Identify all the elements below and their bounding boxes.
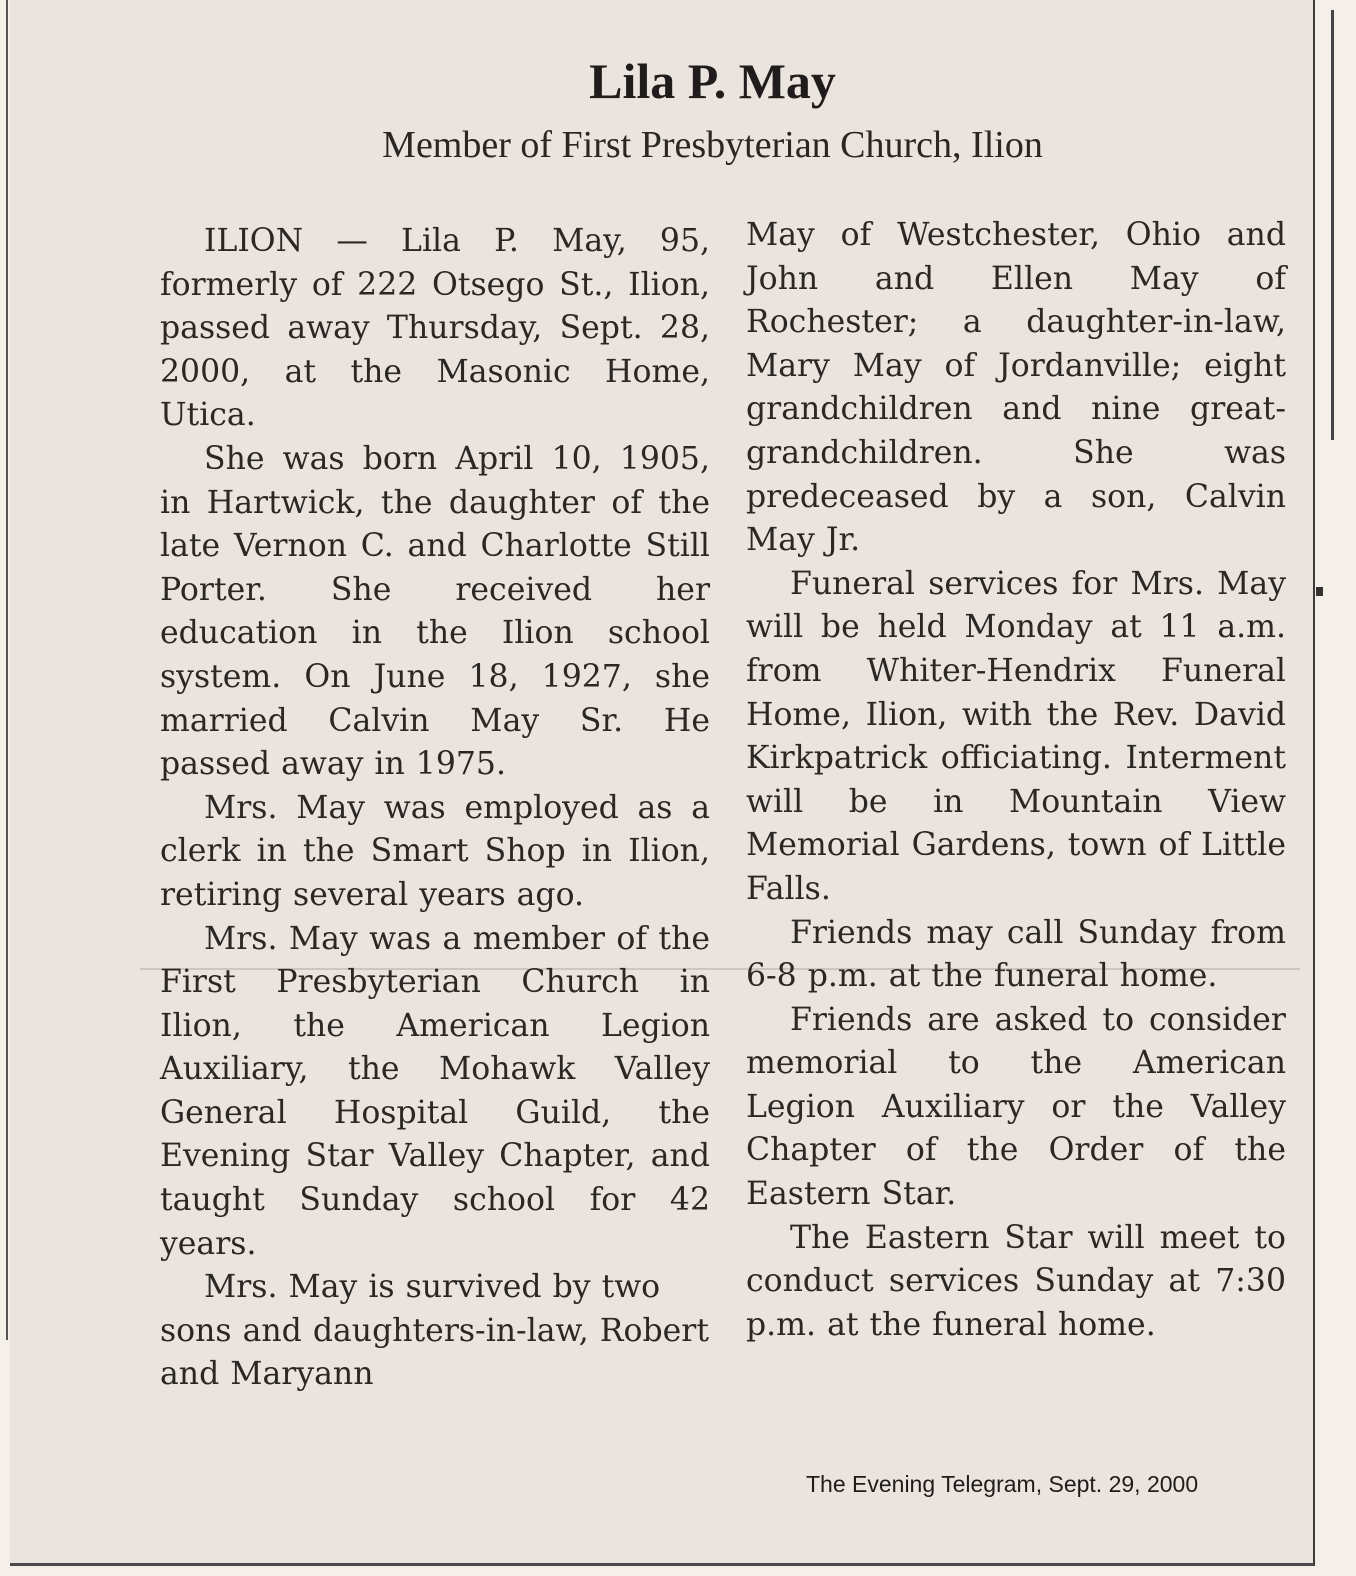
clipping-left-edge — [6, 0, 8, 1340]
paragraph: Mrs. May was employed as a clerk in the Smart Shop in Ilion, retiring several years ago. — [160, 789, 710, 913]
obituary-headline: Lila P. May — [589, 53, 836, 109]
paragraph: May of Westchester, Ohio and John and Ellen May of Rochester; a daughter-in-law, Mary May of Jordanville; eight grandchildren and nine great-grandchildren. She was predeceased by a son, Calvin May Jr. — [746, 217, 1286, 559]
paragraph: Mrs. May is survived by two sons and daughters-in-law, Robert and Maryann — [160, 1269, 710, 1393]
source-credit: The Evening Telegram, Sept. 29, 2000 — [806, 1471, 1199, 1497]
paragraph: The Eastern Star will meet to conduct services Sunday at 7:30 p.m. at the funeral home. — [746, 1219, 1286, 1343]
paragraph: Friends may call Sunday from 6-8 p.m. at the funeral home. — [746, 914, 1286, 995]
paragraph: She was born April 10, 1905, in Hartwick, the daughter of the late Vernon C. and Charlotte Still Porter. She received her education in the Ilion school system. On June 18, 1927, she married Calvin May Sr. He passed away in 1975. — [160, 440, 710, 783]
paragraph: Friends are asked to consider memorial to the American Legion Auxiliary or the Valley Chapter of the Order of the Eastern Star. — [746, 1001, 1286, 1213]
paragraph: ILION — Lila P. May, 95, formerly of 222 Otsego St., Ilion, passed away Thursday, Sept. 28, 2000, at the Masonic Home, Utica. — [160, 223, 710, 434]
article-column-left — [160, 220, 710, 1397]
paragraph: Funeral services for Mrs. May will be held Monday at 11 a.m. from Whiter-Hendrix Funeral Home, Ilion, with the Rev. David Kirkpatrick officiating. Interment will be in Mountain View Memorial Gardens, town of Little Falls. — [746, 565, 1286, 907]
article-column-right — [746, 214, 1286, 1347]
obituary-subhead: Member of First Presbyterian Church, Ilion — [382, 124, 1043, 166]
margin-mark — [1316, 587, 1323, 596]
paragraph: Mrs. May was a member of the First Presbyterian Church in Ilion, the American Legion Auxiliary, the Mohawk Valley General Hospital Guild, the Evening Star Valley Chapter, and taught Sunday school for 42 years. — [160, 920, 710, 1262]
